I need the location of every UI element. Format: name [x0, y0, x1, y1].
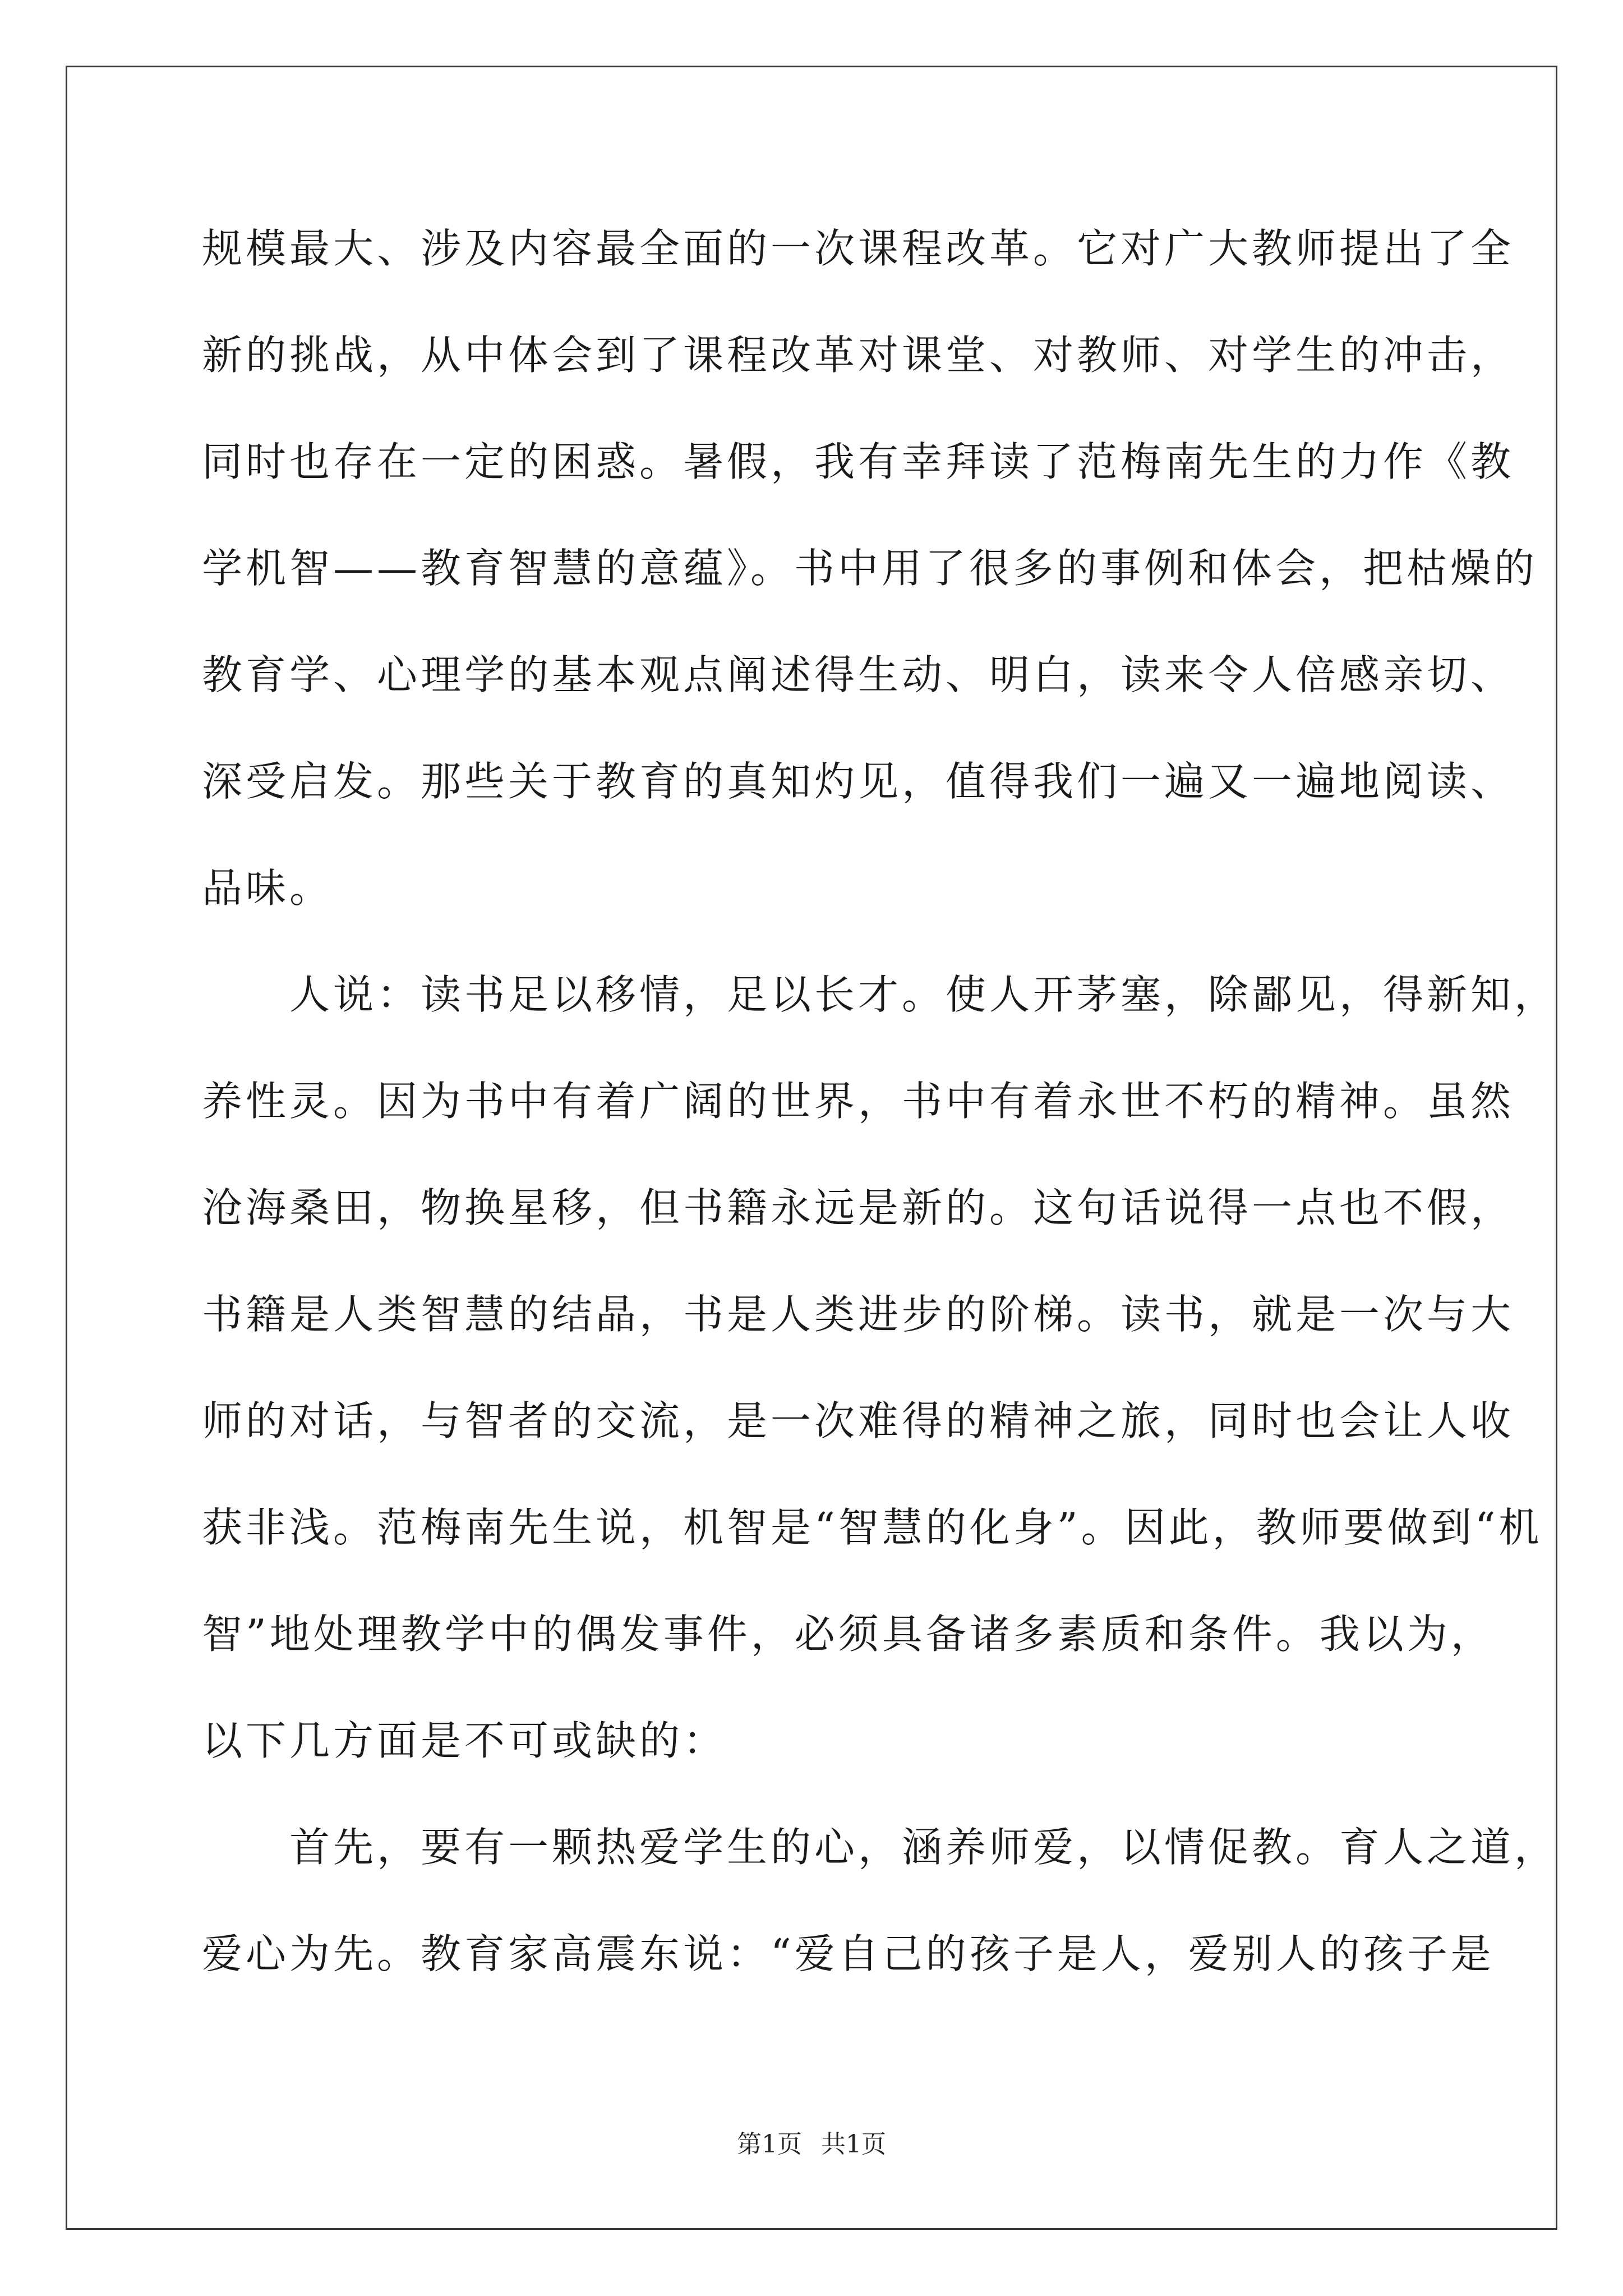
- text-line: 首先，要有一颗热爱学生的心，涵养师爱，以情促教。育人之道，: [202, 1824, 1559, 1871]
- text-line: 获非浅。范梅南先生说，机智是“智慧的化身”。因此，教师要做到“机: [202, 1504, 1543, 1551]
- text-line: 爱心为先。教育家高震东说：“爱自己的孩子是人，爱别人的孩子是: [202, 1930, 1495, 1977]
- page-border: [66, 66, 1557, 2230]
- text-line: 学机智——教育智慧的意蕴》。书中用了很多的事例和体会，把枯燥的: [202, 545, 1538, 592]
- text-line: 深受启发。那些关于教育的真知灼见，值得我们一遍又一遍地阅读、: [202, 758, 1515, 805]
- text-line: 智”地处理教学中的偶发事件，必须具备诸多素质和条件。我以为，: [202, 1611, 1495, 1658]
- page-footer: [0, 2129, 1623, 2160]
- text-line: 品味。: [202, 864, 334, 912]
- text-line: 同时也存在一定的困惑。暑假，我有幸拜读了范梅南先生的力作《教: [202, 438, 1515, 485]
- text-line: 以下几方面是不可或缺的：: [202, 1717, 727, 1764]
- text-line: 人说：读书足以移情，足以长才。使人开茅塞，除鄙见，得新知，: [202, 971, 1559, 1018]
- text-line: 养性灵。因为书中有着广阔的世界，书中有着永世不朽的精神。虽然: [202, 1078, 1515, 1125]
- page-number: 第1页: [737, 2130, 802, 2159]
- text-line: 教育学、心理学的基本观点阐述得生动、明白，读来令人倍感亲切、: [202, 651, 1515, 698]
- page-total: 共1页: [821, 2130, 886, 2159]
- text-line: 规模最大、涉及内容最全面的一次课程改革。它对广大教师提出了全: [202, 225, 1515, 272]
- text-line: 师的对话，与智者的交流，是一次难得的精神之旅，同时也会让人收: [202, 1397, 1515, 1444]
- text-line: 书籍是人类智慧的结晶，书是人类进步的阶梯。读书，就是一次与大: [202, 1291, 1515, 1338]
- text-line: 新的挑战，从中体会到了课程改革对课堂、对教师、对学生的冲击，: [202, 332, 1515, 379]
- text-line: 沧海桑田，物换星移，但书籍永远是新的。这句话说得一点也不假，: [202, 1184, 1515, 1231]
